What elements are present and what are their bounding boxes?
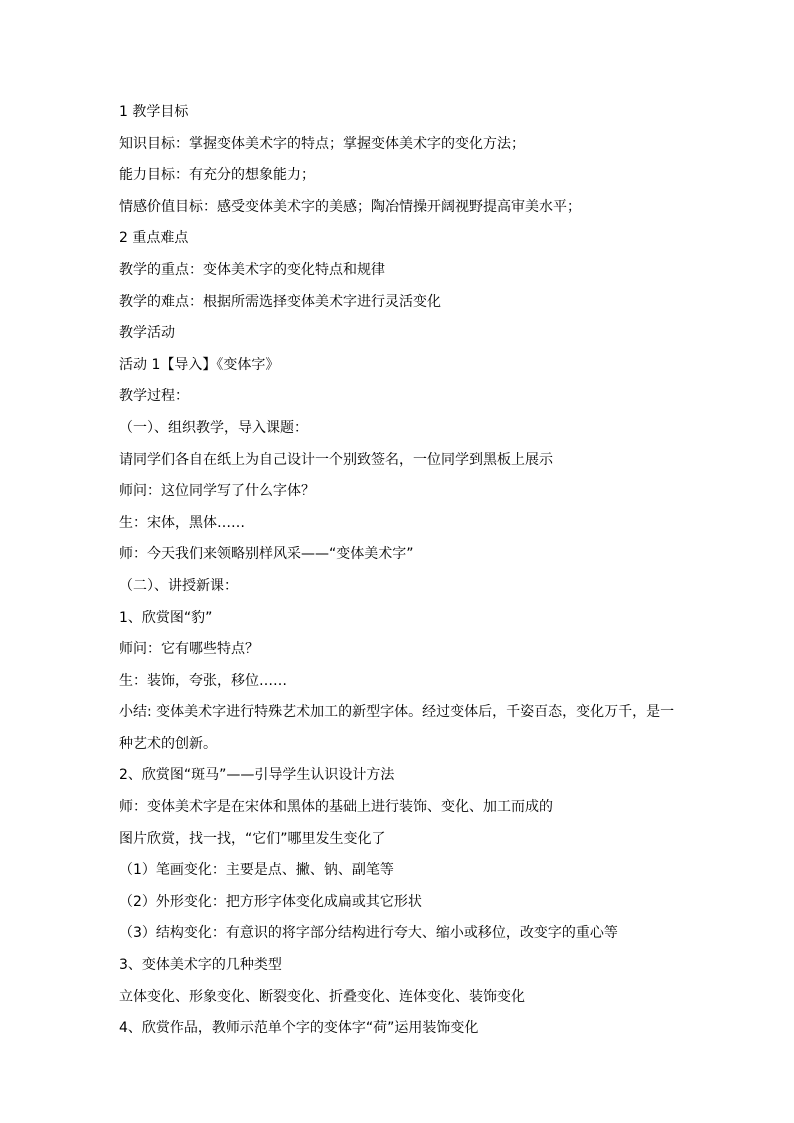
paragraph-line: 师问：这位同学写了什么字体？ xyxy=(119,483,315,500)
step-two-heading: （二）、讲授新课： xyxy=(119,577,238,594)
paragraph-line: 师：变体美术字是在宋体和黑体的基础上进行装饰、变化、加工而成的 xyxy=(119,799,553,816)
paragraph-line: 立体变化、形象变化、断裂变化、折叠变化、连体变化、装饰变化 xyxy=(119,988,525,1005)
document-body xyxy=(119,101,689,1049)
paragraph-line: 生：宋体，黑体…… xyxy=(119,514,245,531)
knowledge-goal-line: 知识目标：掌握变体美术字的特点；掌握变体美术字的变化方法； xyxy=(119,135,525,152)
activity-title-line: 活动 1【导入】《变体字》 xyxy=(119,356,280,373)
paragraph-line: 4、欣赏作品，教师示范单个字的变体字“荷”运用装饰变化 xyxy=(119,1020,479,1037)
paragraph-line: 3、变体美术字的几种类型 xyxy=(119,957,282,974)
paragraph-line: 请同学们各自在纸上为自己设计一个别致签名，一位同学到黑板上展示 xyxy=(119,451,553,468)
paragraph-line: 2、欣赏图“斑马”——引导学生认识设计方法 xyxy=(119,767,395,784)
summary-continuation-line: 种艺术的创新。 xyxy=(119,735,217,752)
section-heading-teaching-goals: 1 教学目标 xyxy=(119,104,189,120)
step-one-heading: （一）、组织教学，导入课题： xyxy=(119,419,308,436)
list-item: （3）结构变化：有意识的将字部分结构进行夸大、缩小或移位，改变字的重心等 xyxy=(119,925,618,942)
section-heading-activities: 教学活动 xyxy=(119,325,175,342)
summary-line: 小结: 变体美术字进行特殊艺术加工的新型字体。经过变体后，千姿百态，变化万千，是一 xyxy=(119,704,675,721)
emotion-goal-line: 情感价值目标：感受变体美术字的美感；陶冶情操开阔视野提高审美水平； xyxy=(119,198,581,215)
paragraph-line: 1、欣赏图“豹” xyxy=(119,609,213,626)
paragraph-line: 图片欣赏，找一找，“它们”哪里发生变化了 xyxy=(119,830,386,847)
process-heading-line: 教学过程： xyxy=(119,388,189,405)
ability-goal-line: 能力目标：有充分的想象能力； xyxy=(119,167,315,184)
list-item: （1）笔画变化：主要是点、撇、钠、副笔等 xyxy=(119,862,394,879)
list-item: （2）外形变化：把方形字体变化成扁或其它形状 xyxy=(119,893,422,910)
paragraph-line: 生：装饰，夸张，移位…… xyxy=(119,672,287,689)
paragraph-line: 师：今天我们来领略别样风采——“变体美术字” xyxy=(119,546,414,563)
paragraph-line: 师问：它有哪些特点？ xyxy=(119,641,259,658)
section-heading-key-points: 2 重点难点 xyxy=(119,230,189,247)
difficult-point-line: 教学的难点：根据所需选择变体美术字进行灵活变化 xyxy=(119,293,441,310)
key-point-line: 教学的重点：变体美术字的变化特点和规律 xyxy=(119,261,385,278)
